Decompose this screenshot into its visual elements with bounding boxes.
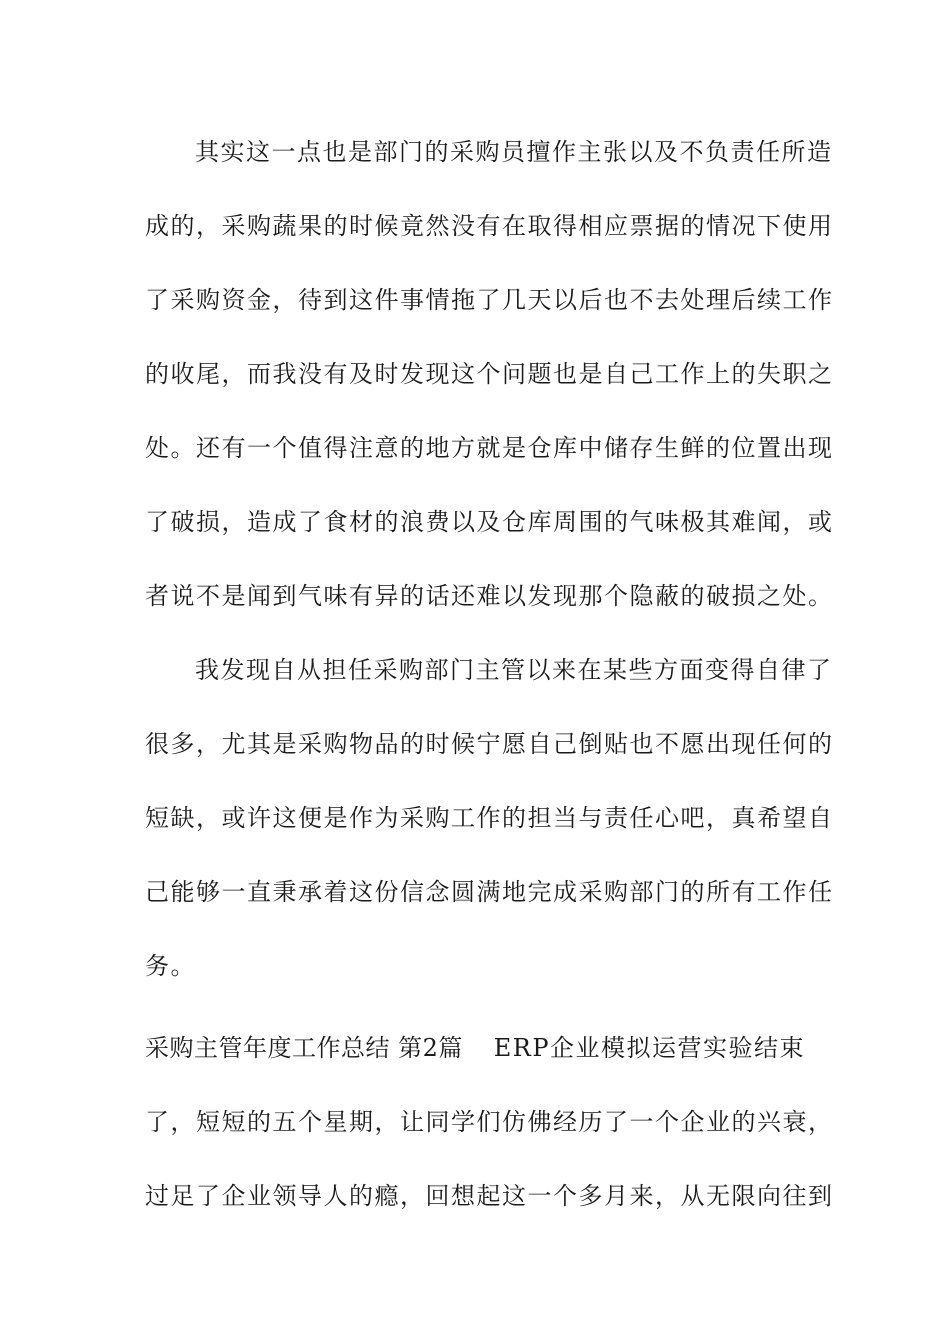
section-2-heading: 采购主管年度工作总结 第2篇 [145, 1034, 463, 1062]
paragraph-1-line-2: 成的，采购蔬果的时候竟然没有在取得相应票据的情况下使用 [145, 212, 834, 240]
paragraph-1-line-3: 了采购资金，待到这件事情拖了几天以后也不去处理后续工作 [145, 286, 834, 314]
paragraph-1-line-1: 其实这一点也是部门的采购员擅作主张以及不负责任所造 [195, 138, 833, 166]
paragraph-1-line-7: 者说不是闻到气味有异的话还难以发现那个隐蔽的破损之处。 [145, 582, 834, 610]
paragraph-2-line-5: 务。 [145, 952, 196, 980]
section-2-line-3: 过足了企业领导人的瘾，回想起这一个多月来，从无限向往到 [145, 1182, 834, 1210]
paragraph-2-line-3: 短缺，或许这便是作为采购工作的担当与责任心吧，真希望自 [145, 804, 834, 832]
paragraph-2-line-2: 很多，尤其是采购物品的时候宁愿自己倒贴也不愿出现任何的 [145, 730, 834, 758]
paragraph-1-line-4: 的收尾，而我没有及时发现这个问题也是自己工作上的失职之 [145, 360, 834, 388]
paragraph-1-line-5: 处。还有一个值得注意的地方就是仓库中储存生鲜的位置出现 [145, 434, 834, 462]
paragraph-1-line-6: 了破损，造成了食材的浪费以及仓库周围的气味极其难闻，或 [145, 508, 834, 536]
section-2-first-line-tail: ERP企业模拟运营实验结束 [493, 1034, 805, 1062]
paragraph-2-line-1: 我发现自从担任采购部门主管以来在某些方面变得自律了 [195, 656, 833, 684]
section-2-line-2: 了，短短的五个星期，让同学们仿佛经历了一个企业的兴衰， [145, 1108, 834, 1136]
section-2-heading-line [145, 1028, 805, 1068]
paragraph-2-line-4: 己能够一直秉承着这份信念圆满地完成采购部门的所有工作任 [145, 878, 834, 906]
